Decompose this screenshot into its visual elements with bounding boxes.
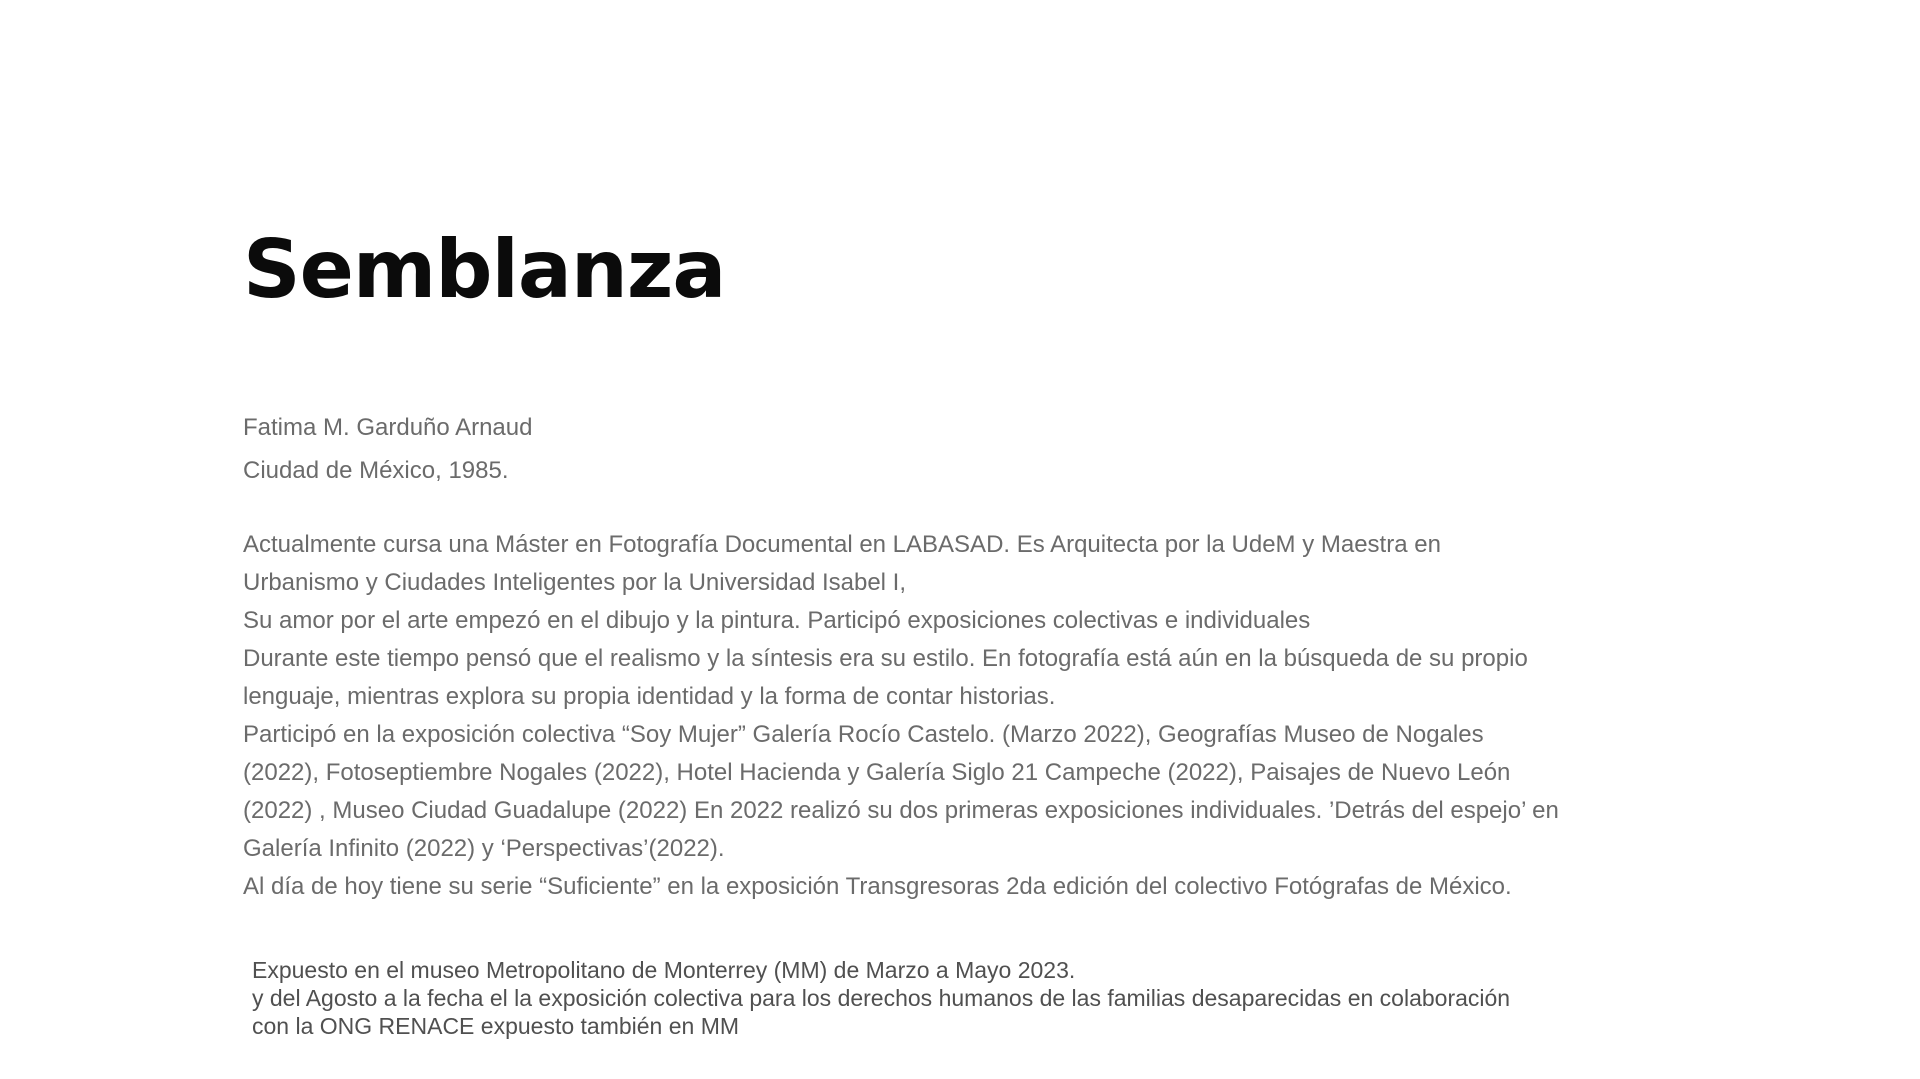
biography	[243, 406, 1683, 906]
exhibition-note	[252, 956, 1692, 1040]
paragraph-line: Actualmente cursa una Máster en Fotografía Documental en LABASAD. Es Arquitecta por la UdeM y Maestra en	[243, 531, 1441, 558]
paragraph-line: (2022), Fotoseptiembre Nogales (2022), Hotel Hacienda y Galería Siglo 21 Campeche (2022), Paisajes de Nuevo León	[243, 759, 1511, 786]
bio-header	[243, 406, 1683, 492]
bio-paragraph-exhibitions	[243, 716, 1683, 906]
author-origin: Ciudad de México, 1985.	[243, 457, 509, 484]
paragraph-line: Galería Infinito (2022) y ‘Perspectivas’(2022).	[243, 835, 725, 862]
paragraph-line: Urbanismo y Ciudades Inteligentes por la Universidad Isabel I,	[243, 569, 907, 596]
note-line: con la ONG RENACE expuesto también en MM	[252, 1013, 740, 1039]
paragraph-line: Durante este tiempo pensó que el realismo y la síntesis era su estilo. En fotografía está aún en la búsqueda de su propio	[243, 645, 1528, 672]
author-name: Fatima M. Garduño Arnaud	[243, 414, 533, 441]
paragraph-line: (2022) , Museo Ciudad Guadalupe (2022) En 2022 realizó su dos primeras exposiciones individuales. ’Detrás del espejo’ en	[243, 797, 1559, 824]
note-line: Expuesto en el museo Metropolitano de Monterrey (MM) de Marzo a Mayo 2023.	[252, 957, 1076, 983]
bio-paragraph-education	[243, 526, 1683, 716]
paragraph-line: Al día de hoy tiene su serie “Suficiente” en la exposición Transgresoras 2da edición del colectivo Fotógrafas de México.	[243, 873, 1512, 900]
paragraph-line: lenguaje, mientras explora su propia identidad y la forma de contar historias.	[243, 683, 1056, 710]
page-title: Semblanza	[243, 223, 726, 316]
paragraph-line: Participó en la exposición colectiva “Soy Mujer” Galería Rocío Castelo. (Marzo 2022), Geografías Museo de Nogales	[243, 721, 1484, 748]
paragraph-line: Su amor por el arte empezó en el dibujo y la pintura. Participó exposiciones colectivas e individuales	[243, 607, 1311, 634]
note-line: y del Agosto a la fecha el la exposición colectiva para los derechos humanos de las familias desaparecidas en colaboración	[252, 985, 1511, 1011]
